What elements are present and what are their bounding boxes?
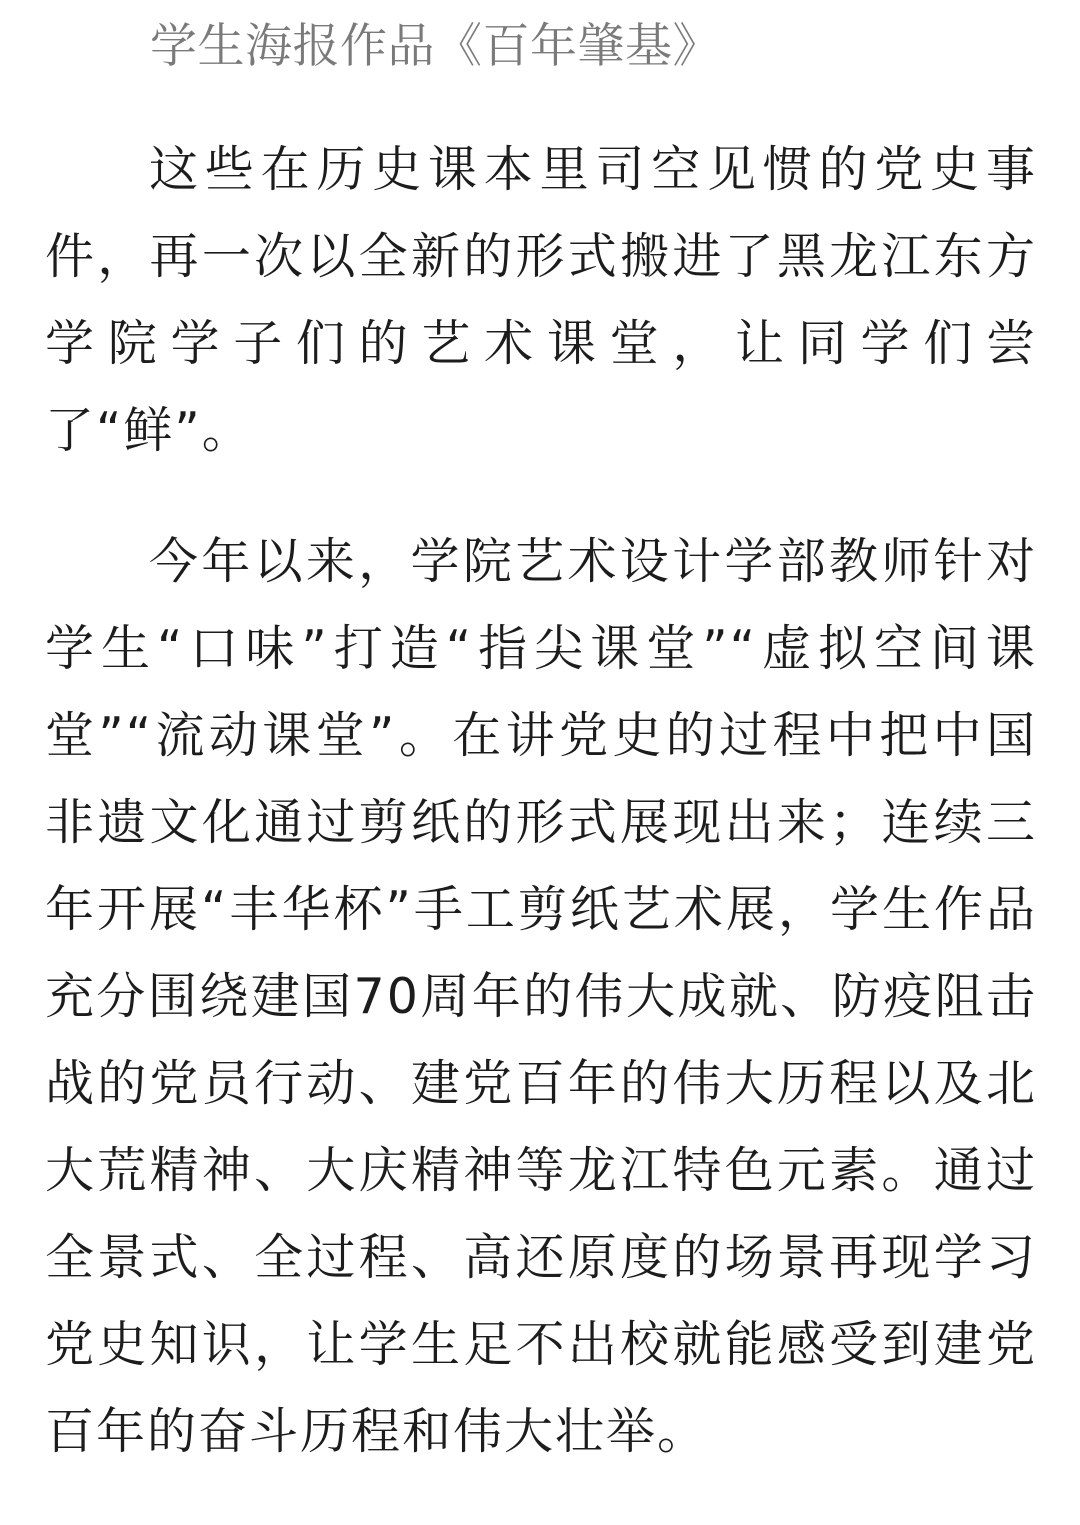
paragraph-2: 今年以来，学院艺术设计学部教师针对学生“口味”打造“指尖课堂”“虚拟空间课堂”“流动课堂”。在讲党史的过程中把中国非遗文化通过剪纸的形式展现出来；连续三年开展“丰华杯”手工剪纸艺术展，学生作品充分围绕建国70周年的伟大成就、防疫阻击战的党员行动、建党百年的伟大历程以及北大荒精神、大庆精神等龙江特色元素。通过全景式、全过程、高还原度的场景再现学习党史知识，让学生足不出校就能感受到建党百年的奋斗历程和伟大壮举。 bbox=[45, 533, 1037, 1460]
image-caption: 学生海报作品《百年肇基》 bbox=[150, 19, 720, 74]
paragraph-1: 这些在历史课本里司空见惯的党史事件，再一次以全新的形式搬进了黑龙江东方学院学子们的艺术课堂，让同学们尝了“鲜”。 bbox=[45, 141, 1037, 459]
